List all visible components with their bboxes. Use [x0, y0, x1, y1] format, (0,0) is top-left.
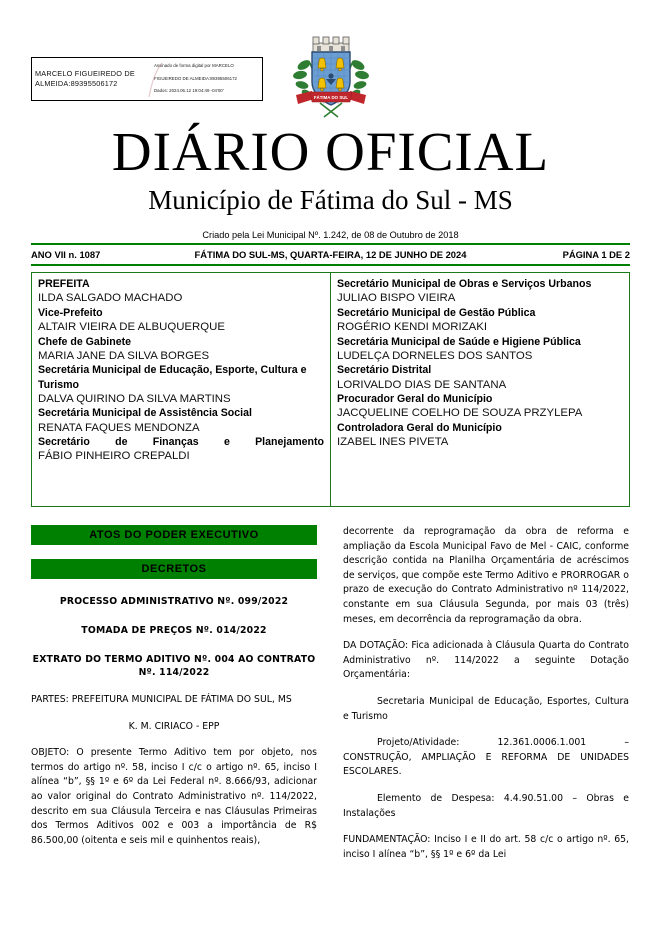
masthead-law-line: Criado pela Lei Municipal Nº. 1.242, de 08 de Outubro de 2018 [202, 230, 459, 240]
masthead-subtitle: Município de Fátima do Sul - MS [148, 185, 513, 215]
official-post: Procurador Geral do Município [337, 393, 493, 406]
signature-name-line1: MARCELO FIGUEIREDO DE [35, 69, 135, 78]
paragraph-objeto: OBJETO: O presente Termo Aditivo tem por objeto, nos termos do artigo nº. 58, inciso I c/c o artigo nº. 65, inciso I alínea “b”, §§ 1º e 6º da Lei Federal nº. 8.666/93, adicionar ao valor original do Contrato Administrativo nº. 114/2022, descrito em sua Cláusula Terceira e nas Cláusulas Primeiras dos Termos Aditivos 002 e 003 a importância de R$ 86.500,00 (oitenta e seis mil e quinhentos reais), [31, 747, 317, 846]
official-post: Secretária Municipal de Assistência Social [38, 407, 252, 420]
paragraph-objeto-cont: decorrente da reprogramação da obra de reforma e ampliação da Escola Municipal Favo de Mel - CAIC, conforme descrição contida na Planilha Orçamentária de acréscimos de serviços, que compõe este Termo Aditivo e PRORROGAR o prazo de execução do Contrato Administrativo nº 114/2022, constante em sua Cláusula Segunda, por mais 03 (três) meses, em decorrência da reprogramação da obra. [343, 526, 629, 625]
paragraph-projeto-atividade: Projeto/Atividade: 12.361.0006.1.001 – CONSTRUÇÃO, AMPLIAÇÃO E REFORMA DE UNIDADES ESCOLARES. [343, 737, 629, 778]
official-post: Secretária Municipal de Saúde e Higiene Pública [337, 335, 581, 348]
official-post: Secretário Municipal de Gestão Pública [337, 306, 536, 319]
paragraph-fundamentacao: FUNDAMENTAÇÃO: Inciso I e II do art. 58 c/c o artigo nº. 65, inciso I alínea “b”, §§ 1º e 6º da Lei [343, 834, 629, 860]
body-column-right [343, 525, 629, 874]
coat-of-arms [31, 33, 630, 119]
official-post: Secretária Municipal de Educação, Esporte, Cultura e Turismo [38, 364, 307, 391]
coat-of-arms-icon [292, 33, 370, 119]
officials-column-right [331, 273, 629, 506]
official-post: Secretário de Finanças e Planejamento [38, 436, 324, 449]
official-post: Secretário Distrital [337, 364, 432, 377]
officials-box [31, 272, 630, 507]
paragraph-dotacao: DA DOTAÇÃO: Fica adicionada à Cláusula Quarta do Contrato Administrativo nº. 114/2022 a seguinte Dotação Orçamentária: [343, 640, 629, 681]
section-banner-atos: ATOS DO PODER EXECUTIVO [31, 525, 317, 545]
heading-tomada: TOMADA DE PREÇOS Nº. 014/2022 [81, 625, 267, 636]
body-column-left [31, 525, 317, 874]
heading-processo: PROCESSO ADMINISTRATIVO Nº. 099/2022 [59, 596, 289, 607]
signature-detail-line2: FIGUEIREDO DE ALMEIDA:89395506172 [154, 75, 237, 81]
official-post: PREFEITA [38, 278, 90, 290]
official-name: ALTAIR VIEIRA DE ALBUQUERQUE [38, 321, 225, 333]
body-columns [31, 525, 630, 874]
official-name: RENATA FAQUES MENDONZA [38, 421, 200, 434]
official-post: Secretário Municipal de Obras e Serviços Urbanos [337, 278, 592, 290]
official-name: FÁBIO PINHEIRO CREPALDI [38, 450, 190, 463]
page-title: DIÁRIO OFICIAL [111, 121, 550, 182]
signature-name-line2: ALMEIDA:89395506172 [35, 79, 118, 88]
signature-detail-line3: Dados: 2024.06.12 19:04:49 -04'00' [154, 88, 224, 94]
paragraph-parte-contratada: K. M. CIRIACO - EPP [128, 720, 220, 732]
officials-column-left [32, 273, 331, 506]
info-rule-bottom [31, 264, 630, 266]
heading-extrato: EXTRATO DO TERMO ADITIVO Nº. 004 AO CONTRATO Nº. 114/2022 [32, 654, 316, 678]
svg-text:FÁTIMA DO SUL: FÁTIMA DO SUL [313, 95, 348, 100]
issue-info-bar [31, 243, 630, 266]
official-name: LORIVALDO DIAS DE SANTANA [337, 378, 507, 391]
official-name: DALVA QUIRINO DA SILVA MARTINS [38, 392, 231, 405]
paragraph-elemento-despesa: Elemento de Despesa: 4.4.90.51.00 – Obras e Instalações [343, 792, 629, 819]
official-name: ILDA SALGADO MACHADO [38, 292, 183, 305]
section-banner-decretos: DECRETOS [31, 559, 317, 579]
issue-number: ANO VII n. 1087 [31, 249, 101, 260]
official-name: ROGÉRIO KENDI MORIZAKI [337, 321, 487, 333]
paragraph-partes: PARTES: PREFEITURA MUNICIPAL DE FÁTIMA DO SUL, MS [31, 694, 292, 705]
official-post: Vice-Prefeito [38, 306, 103, 319]
official-post: Chefe de Gabinete [38, 335, 132, 348]
official-name: LUDELÇA DORNELES DOS SANTOS [337, 349, 533, 362]
issue-place-date: FÁTIMA DO SUL-MS, QUARTA-FEIRA, 12 DE JUNHO DE 2024 [194, 249, 467, 260]
official-name: MARIA JANE DA SILVA BORGES [38, 349, 210, 362]
official-name: IZABEL INES PIVETA [337, 436, 449, 449]
issue-page-number: PÁGINA 1 DE 2 [562, 249, 630, 260]
official-name: JULIAO BISPO VIEIRA [337, 292, 456, 305]
paragraph-secretaria: Secretaria Municipal de Educação, Esportes, Cultura e Turismo [343, 695, 629, 722]
signature-detail-line1: Assinado de forma digital por MARCELO [154, 63, 234, 69]
masthead [31, 123, 630, 242]
official-post: Controladora Geral do Município [337, 421, 502, 434]
official-name: JACQUELINE COELHO DE SOUZA PRZYLEPA [337, 407, 583, 420]
